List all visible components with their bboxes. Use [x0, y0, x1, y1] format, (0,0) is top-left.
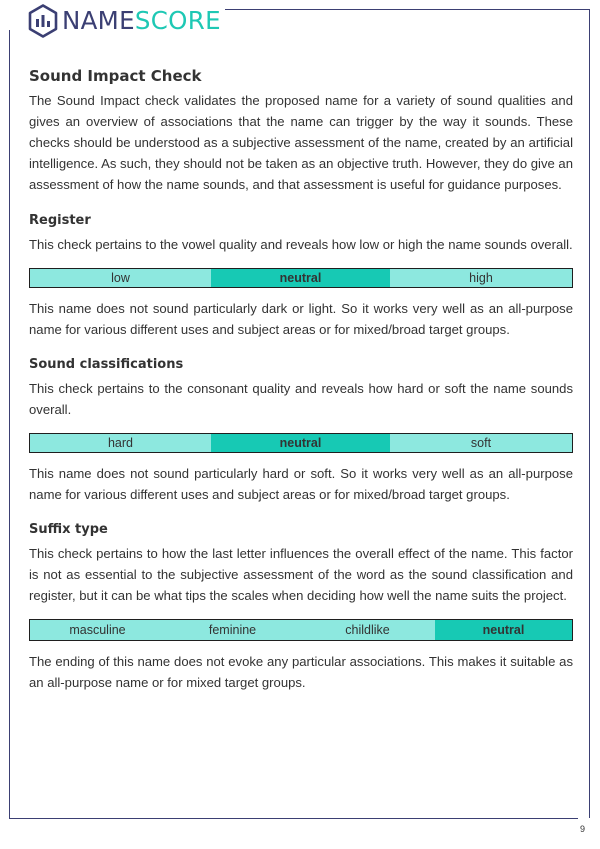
page-frame-right	[589, 9, 590, 818]
scale-segment-active: neutral	[211, 269, 390, 287]
suffix-type-description: This check pertains to how the last letter influences the overall effect of the name. This factor is not as essential to the subjective assessment of the word as the sound classification and register, but it can be what tips the scales when deciding how well the name suits the project.	[29, 546, 573, 603]
page-number: 9	[580, 824, 586, 834]
hexagon-chart-icon	[28, 4, 58, 38]
suffix-type-result: The ending of this name does not evoke any particular associations. This makes it suitable as an all-purpose name or for mixed target groups.	[29, 654, 573, 690]
logo-wordmark	[62, 3, 221, 39]
register-heading: Register	[29, 213, 91, 228]
scale-segment: masculine	[69, 623, 126, 637]
suffix-type-scale	[29, 619, 573, 641]
logo-score-part: SCORE	[134, 6, 221, 35]
section-title: Sound Impact Check	[29, 67, 202, 85]
scale-segment: soft	[470, 436, 492, 450]
register-scale	[29, 268, 573, 288]
scale-segment-active: neutral	[435, 620, 572, 640]
main-content	[29, 64, 573, 693]
sound-classifications-heading: Sound classifications	[29, 357, 184, 372]
sound-classifications-scale	[29, 433, 573, 453]
page-frame-bottom	[9, 818, 578, 819]
scale-segment: high	[469, 271, 493, 285]
scale-segment: childlike	[345, 623, 390, 637]
page-frame-left	[9, 30, 10, 818]
register-result: This name does not sound particularly dark or light. So it works very well as an all-purpose name for various different uses and subject areas or for mixed/broad target groups.	[29, 301, 573, 337]
scale-segment: hard	[107, 436, 134, 450]
suffix-type-heading: Suffix type	[29, 522, 108, 537]
logo-name-part: NAME	[62, 6, 135, 35]
scale-segment: low	[111, 271, 130, 285]
scale-segment: feminine	[208, 623, 257, 637]
namescore-logo	[28, 3, 225, 39]
sound-classifications-result: This name does not sound particularly hard or soft. So it works very well as an all-purpose name for various different uses and subject areas or for mixed/broad target groups.	[29, 466, 573, 502]
sound-classifications-description: This check pertains to the consonant quality and reveals how hard or soft the name sounds overall.	[29, 381, 573, 417]
scale-segment-active: neutral	[211, 434, 390, 452]
register-description: This check pertains to the vowel quality and reveals how low or high the name sounds overall.	[29, 237, 573, 252]
intro-paragraph: The Sound Impact check validates the proposed name for a variety of sound qualities and gives an overview of associations that the name can trigger by the way it sounds. These checks should be understood as a subjective assessment of the name, created by an artificial intelligence. As such, they should not be taken as an objective truth. However, they do give an assessment of how the name sounds, and that assessment is useful for guidance purposes.	[29, 93, 573, 192]
